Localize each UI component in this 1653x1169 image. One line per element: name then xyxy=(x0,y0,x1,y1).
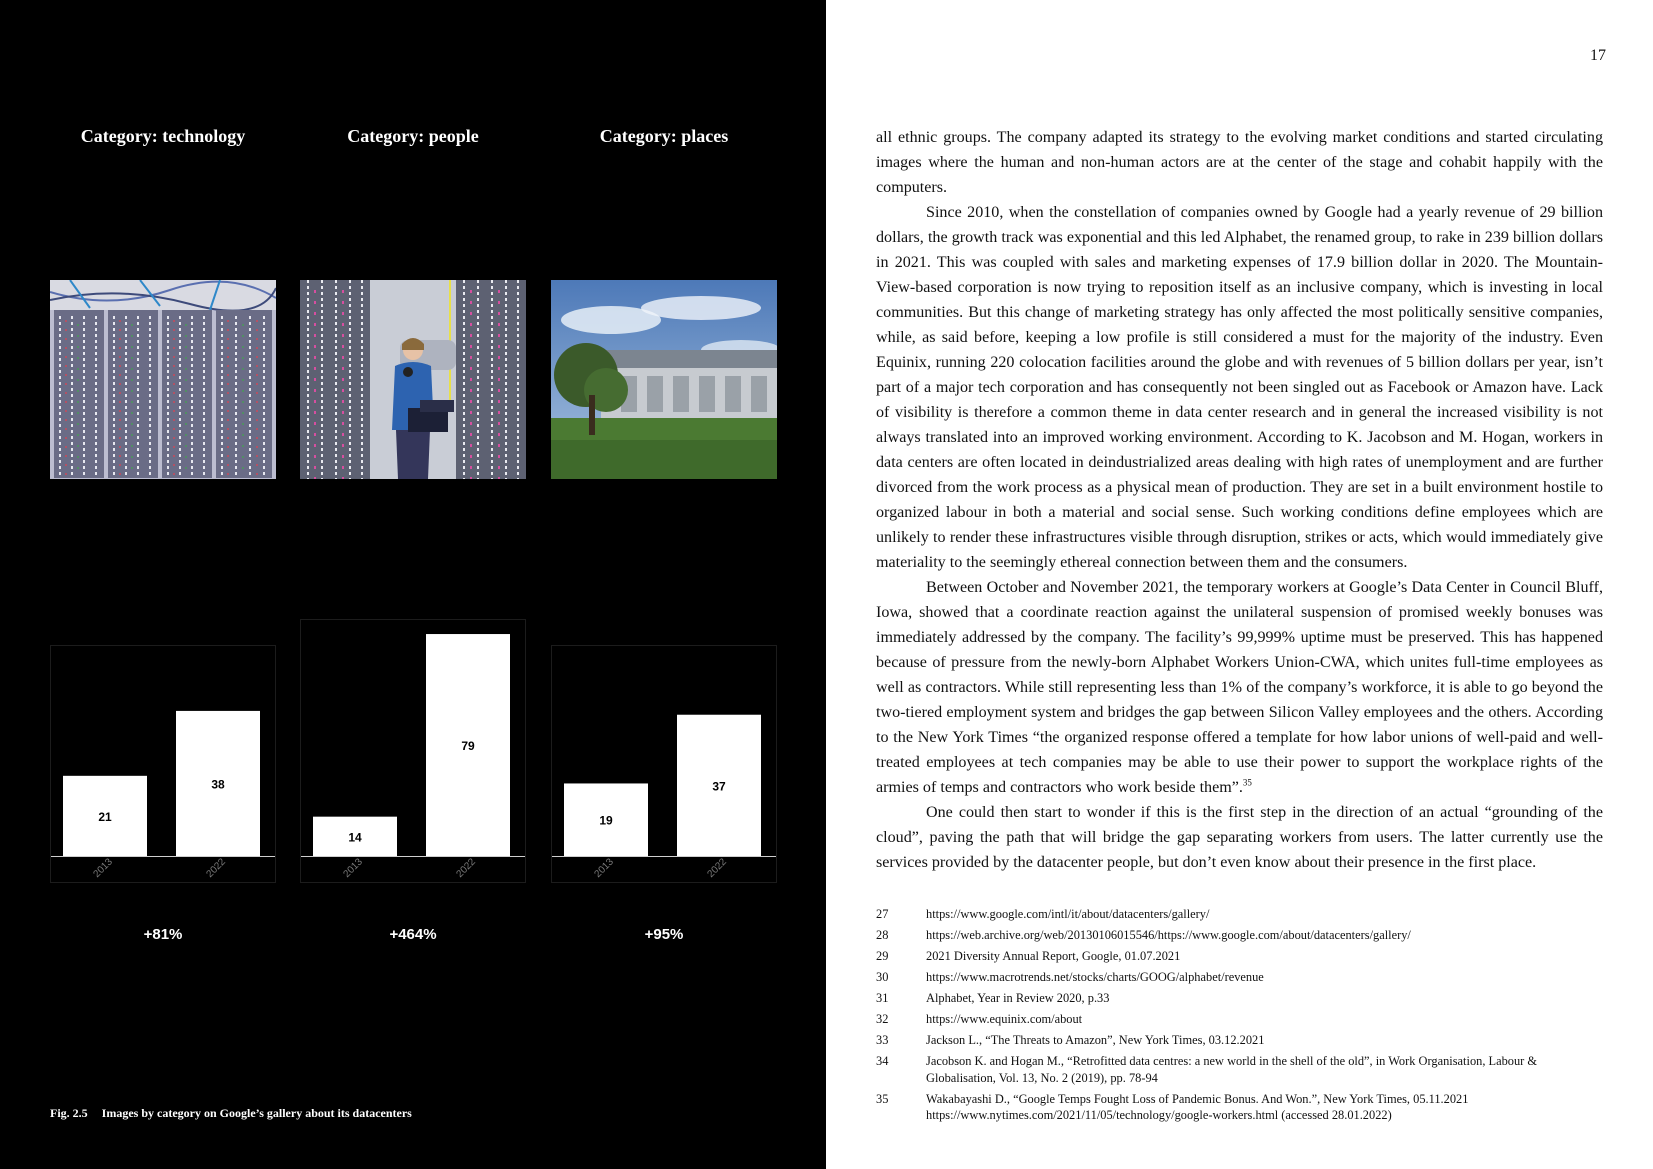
figure-caption-text: Images by category on Google’s gallery about its datacenters xyxy=(101,1106,412,1120)
footnote-text: 2021 Diversity Annual Report, Google, 01.07.2021 xyxy=(926,949,1181,963)
footnote-text: https://www.equinix.com/about xyxy=(926,1012,1083,1026)
bar-value-label: 21 xyxy=(98,809,112,824)
change-people: +464% xyxy=(389,926,437,943)
bar-value-label: 79 xyxy=(461,739,475,754)
chart-places xyxy=(551,645,777,883)
x-tick-label: 2022 xyxy=(204,856,228,880)
x-tick-label: 2022 xyxy=(705,856,729,880)
page-number: 17 xyxy=(1590,47,1606,64)
footnote xyxy=(876,1032,1606,1049)
footnote-text-line: Wakabayashi D., “Google Temps Fought Loss of Pandemic Bonus. And Won.”, New York Times, 05.11.2021 xyxy=(926,1091,1469,1106)
bar-chart-svg xyxy=(51,646,275,882)
footnote-text: Jacobson K. and Hogan M., “Retrofitted data centres: a new world in the shell of the old”, in Work Organisation, Labour & Globalisation, Vol. 13, No. 2 (2019), pp. 78-94 xyxy=(926,1054,1538,1085)
x-tick-label: 2013 xyxy=(341,856,365,880)
bar-chart-svg xyxy=(301,620,525,882)
paragraph-text: Between October and November 2021, the temporary workers at Google’s Data Center in Council Bluff, Iowa, showed that a coordinate reaction against the unilateral suspension of promised weekly bonuses was immediately addressed by the company. The facility’s 99,999% uptime must be preserved. This has happened because of pressure from the newly-born Alphabet Workers Union-CWA, which unites full-time employees as well as contractors. While still representing less than 1% of the company’s workforce, it is able to go beyond the two-tiered employment system and bridges the gap between Silicon Valley employees and the others. According to the New York Times “the organized response offered a template for how labor unions of well-paid and well-treated employees at tech companies may be able to use their power to support the workplace rights of the armies of temps and contractors who work beside them”. xyxy=(876,579,1603,796)
change-technology: +81% xyxy=(143,926,183,943)
footnote xyxy=(876,906,1606,923)
footnote xyxy=(876,948,1606,965)
footnote-text: Jackson L., “The Threats to Amazon”, New York Times, 03.12.2021 xyxy=(926,1033,1265,1047)
left-page xyxy=(0,0,826,1169)
footnote-text: https://www.google.com/intl/it/about/datacenters/gallery/ xyxy=(926,907,1210,921)
body-text xyxy=(876,125,1603,875)
bar-value-label: 38 xyxy=(211,777,225,792)
footnote-number: 35 xyxy=(876,1091,889,1106)
change-places: +95% xyxy=(644,926,684,943)
footnote xyxy=(876,990,1606,1007)
footnotes xyxy=(876,906,1606,1128)
category-title-technology: Category: technology xyxy=(80,126,246,146)
figure-number: Fig. 2.5 xyxy=(50,1106,88,1120)
footnote xyxy=(876,927,1606,944)
photo-datacenter-exterior xyxy=(551,280,777,479)
figure-caption xyxy=(50,1106,412,1121)
footnote-text-line: https://www.nytimes.com/2021/11/05/technology/google-workers.html (accessed 28.01.2022) xyxy=(926,1108,1392,1122)
bar-chart-svg xyxy=(552,646,776,882)
footnote-number: 29 xyxy=(876,949,889,963)
footnote-text: https://www.macrotrends.net/stocks/charts/GOOG/alphabet/revenue xyxy=(926,970,1264,984)
footnote xyxy=(876,1011,1606,1028)
footnote-number: 27 xyxy=(876,907,889,921)
x-tick-label: 2013 xyxy=(592,856,616,880)
category-title-places: Category: places xyxy=(599,126,729,146)
footnote xyxy=(876,1053,1606,1086)
paragraph: all ethnic groups. The company adapted its strategy to the evolving market conditions and started circulating images where the human and non-human actors are at the center of the stage and cohabit happily with the computers. xyxy=(876,129,1603,196)
footnote-number: 34 xyxy=(876,1054,889,1068)
bar-value-label: 19 xyxy=(599,813,613,828)
bar-value-label: 14 xyxy=(348,830,362,845)
footnote-number: 28 xyxy=(876,928,889,942)
footnote-mark: 35 xyxy=(1242,777,1252,788)
footnote-number: 31 xyxy=(876,991,889,1005)
footnote-text: Alphabet, Year in Review 2020, p.33 xyxy=(926,991,1110,1005)
chart-people xyxy=(300,619,526,883)
paragraph: Since 2010, when the constellation of companies owned by Google had a yearly revenue of 29 billion dollars, the growth track was exponential and this led Alphabet, the renamed group, to rake in 239 billion dollars in 2021. This was coupled with sales and marketing expenses of 17.9 billion dollar in 2020. The Mountain-View-based corporation is now trying to reposition itself as an inclusive company, which is investing in local communities. But this change of marketing strategy has only affected the most politically sensitive companies, while, as said before, keeping a low profile is still considered a must for the majority of the industry. Even Equinix, running 220 colocation facilities around the globe and with revenues of 5 billion dollars per year, isn’t part of a major tech corporation and has consequently not been singled out as Facebook or Amazon have. Lack of visibility is therefore a common theme in data center research and in general the increased visibility is not always translated into an improved working environment. According to K. Jacobson and M. Hogan, workers in data centers are often located in deindustrialized areas dealing with high rates of unemployment and are further divorced from the work process as a physical mean of production. They are set in a built environment hostile to organized labour in both a material and social sense. Such working conditions define employees which are unlikely to render these infrastructures visible through disruption, strikes or acts, which would immediately give materiality to the seemingly ethereal connection between them and the consumers. xyxy=(876,204,1603,571)
chart-technology xyxy=(50,645,276,883)
footnote xyxy=(876,969,1606,986)
paragraph xyxy=(876,575,1603,800)
footnote-text: https://web.archive.org/web/20130106015546/https://www.google.com/about/datacenters/gallery/ xyxy=(926,928,1411,942)
footnote-number: 33 xyxy=(876,1033,889,1047)
footnote-number: 30 xyxy=(876,970,889,984)
category-title-people: Category: people xyxy=(347,126,479,146)
footnote-text xyxy=(926,1091,1606,1124)
bar-value-label: 37 xyxy=(712,779,726,794)
right-page xyxy=(826,0,1653,1169)
x-tick-label: 2022 xyxy=(454,856,478,880)
photo-technician xyxy=(300,280,526,479)
footnote-number: 32 xyxy=(876,1012,889,1026)
photo-server-racks xyxy=(50,280,276,479)
paragraph: One could then start to wonder if this is the first step in the direction of an actual “grounding of the cloud”, paving the path that will bridge the gap separating workers from users. The latter currently use the services provided by the datacenter people, but don’t even know about their presence in the first place. xyxy=(876,804,1603,871)
footnote xyxy=(876,1091,1606,1124)
x-tick-label: 2013 xyxy=(91,856,115,880)
